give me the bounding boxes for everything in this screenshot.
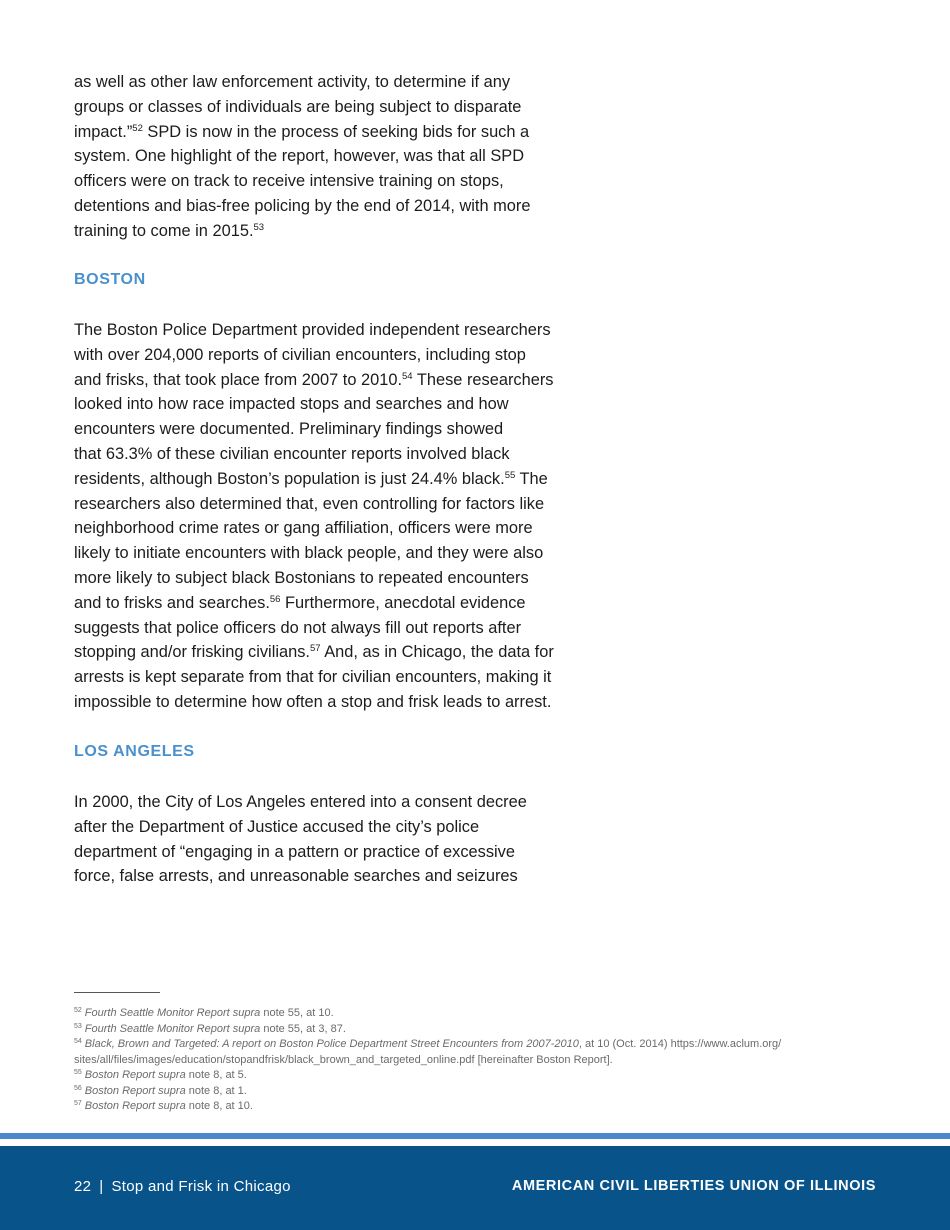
footnote-source-title: Fourth Seattle Monitor Report supra	[84, 1022, 261, 1035]
footnotes	[74, 1006, 874, 1115]
organization-name: AMERICAN CIVIL LIBERTIES UNION OF ILLINOIS	[511, 1178, 876, 1194]
los-angeles-line: after the Department of Justice accused the city’s police	[74, 817, 480, 836]
footnote-ref[interactable]: 53	[253, 221, 265, 233]
footnote-source-title: Black, Brown and Targeted: A report on Boston Police Department Street Encounters from 2007-2010	[84, 1038, 579, 1050]
boston-line: and to frisks and searches.$^{56}$ Furthermore, anecdotal evidence	[74, 593, 526, 612]
footnote-number: 54	[74, 1038, 82, 1045]
footnote-number: 57	[74, 1100, 82, 1107]
intro-paragraph	[74, 70, 574, 244]
boston-line: suggests that police officers do not always fill out reports after	[74, 618, 522, 637]
boston-paragraph-block	[74, 318, 574, 715]
los-angeles-line: force, false arrests, and unreasonable searches and seizures	[74, 867, 518, 886]
boston-line: encounters were documented. Preliminary findings showed	[74, 420, 504, 439]
footnote-ref[interactable]: 54	[402, 370, 413, 382]
boston-line: looked into how race impacted stops and searches and how	[74, 395, 509, 414]
los-angeles-paragraph-block	[74, 790, 574, 889]
footnote-number: 53	[74, 1022, 82, 1030]
footnote-ref[interactable]: 52	[132, 122, 143, 134]
footnote-number: 52	[74, 1007, 82, 1014]
boston-line: likely to initiate encounters with black people, and they were also	[74, 544, 544, 563]
intro-line: impact.”$^{52}$ SPD is now in the process of seeking bids for such a	[74, 122, 530, 141]
boston-line: more likely to subject black Bostonians to repeated encounters	[74, 568, 529, 587]
boston-line: and frisks, that took place from 2007 to 2010.54 These researchers	[74, 370, 554, 389]
footnote-source-title: Boston Report supra	[84, 1069, 186, 1081]
intro-line: system. One highlight of the report, however, was that all SPD	[74, 147, 525, 166]
page-number: 22	[74, 1178, 92, 1195]
footer-left	[74, 1178, 291, 1195]
los-angeles-paragraph	[74, 790, 574, 889]
intro-line: as well as other law enforcement activity, to determine if any	[74, 73, 511, 91]
footnote-source-title: Fourth Seattle Monitor Report supra	[84, 1007, 261, 1019]
document-title: Stop and Frisk in Chicago	[111, 1178, 291, 1195]
page-footer	[0, 1146, 950, 1230]
footnote-line: sites/all/files/images/education/stopandfrisk/black_brown_and_targeted_online.pdf [hereinafter Boston Report].	[74, 1053, 613, 1066]
footnote-line: $^{54}$ Black, Brown and Targeted: A report on Boston Police Department Street Encounters from 2007-2010, at 10 (Oct. 2014) https://www.aclum.org/	[74, 1038, 782, 1050]
footnote-line: $^{55}$ Boston Report supra note 8, at 5.	[74, 1069, 247, 1081]
footnote-line: $^{56}$ Boston Report supra note 8, at 1.	[74, 1084, 247, 1097]
boston-line: with over 204,000 reports of civilian encounters, including stop	[74, 345, 526, 364]
footnote-number: 56	[74, 1084, 82, 1092]
footnote-number: 55	[74, 1069, 82, 1076]
intro-line: training to come in 2015.53	[74, 221, 265, 240]
footer-stripe	[0, 1133, 950, 1139]
boston-line: researchers also determined that, even controlling for factors like	[74, 494, 545, 513]
footnote-source-title: Boston Report supra	[84, 1084, 186, 1097]
footnote-ref[interactable]: 57	[309, 643, 321, 655]
boston-line: arrests is kept separate from that for civilian encounters, making it	[74, 668, 552, 687]
footnote-source-title: Boston Report supra	[84, 1100, 186, 1112]
footnote-line: $^{53}$ Fourth Seattle Monitor Report supra note 55, at 3, 87.	[74, 1022, 346, 1035]
los-angeles-heading: LOS ANGELES	[74, 743, 195, 760]
boston-line: neighborhood crime rates or gang affiliation, officers were more	[74, 519, 533, 538]
los-angeles-line: department of “engaging in a pattern or practice of excessive	[74, 842, 515, 861]
footnote-line: $^{57}$ Boston Report supra note 8, at 10.	[74, 1100, 253, 1112]
boston-heading: BOSTON	[74, 271, 146, 288]
boston-paragraph	[74, 318, 574, 715]
boston-line: residents, although Boston’s population is just 24.4% black.$^{55}$ The	[74, 469, 548, 488]
boston-line: that 63.3% of these civilian encounter reports involved black	[74, 444, 510, 463]
footnote-divider	[74, 992, 160, 993]
los-angeles-line: In 2000, the City of Los Angeles entered into a consent decree	[74, 793, 527, 811]
boston-line: The Boston Police Department provided independent researchers	[74, 321, 551, 339]
intro-paragraph-block	[74, 70, 574, 244]
boston-line: impossible to determine how often a stop and frisk leads to arrest.	[74, 692, 552, 711]
intro-line: groups or classes of individuals are being subject to disparate	[74, 97, 522, 116]
footnote-ref[interactable]: 55	[504, 469, 516, 481]
boston-section	[74, 270, 574, 290]
intro-line: detentions and bias-free policing by the end of 2014, with more	[74, 196, 531, 215]
intro-line: officers were on track to receive intensive training on stops,	[74, 172, 504, 191]
footer-separator: |	[99, 1178, 104, 1195]
footnote-ref[interactable]: 56	[269, 593, 281, 605]
los-angeles-section	[74, 742, 574, 762]
boston-line: stopping and/or frisking civilians.$^{57}$ And, as in Chicago, the data for	[74, 643, 554, 662]
footnote-line: $^{52}$ Fourth Seattle Monitor Report supra note 55, at 10.	[74, 1007, 334, 1019]
